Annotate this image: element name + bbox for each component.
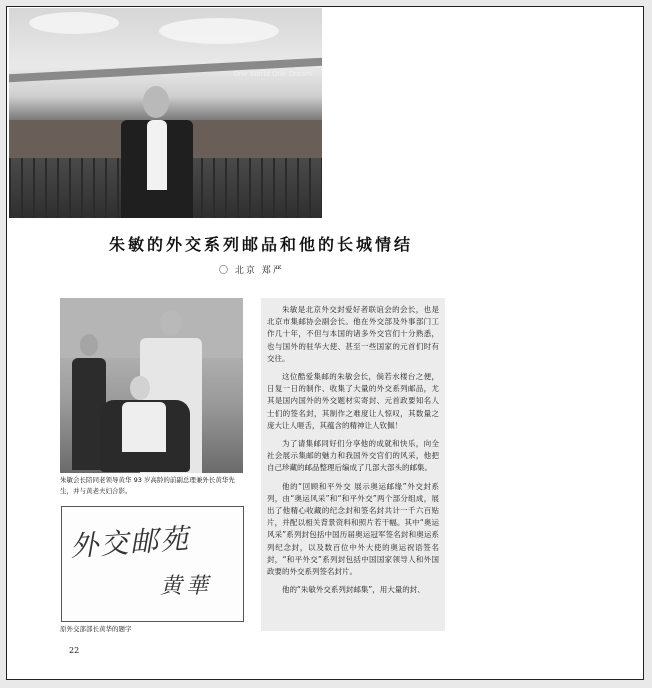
calligraphy-text: 外交邮苑 [69,521,192,564]
olympic-watermark: One World One Dream [233,70,312,78]
page-number: 22 [69,646,80,655]
paragraph: 他的“朱敏外交系列封邮集”，用大量的封、 [282,585,425,595]
group-photo [60,298,243,473]
calligraphy-signature: 黄華 [160,574,213,599]
great-wall-photo [9,8,322,218]
calligraphy-caption: 原外交部部长黄华的题字 [60,625,132,633]
article-title: 朱敏的外交系列邮品和他的长城情结 [108,235,413,254]
cloud-shape [159,18,279,44]
head [80,334,98,356]
calligraphy-inscription [61,506,244,622]
paragraph: 为了请集邮同好们分享他的成就和快乐，向全社会展示集邮的魅力和我国外交官们的风采，他把自己珍藏的邮品整理后编成了几部大部头的邮集。 [267,439,439,473]
paragraph: 朱敏是北京外交封爱好者联谊会的会长，也是北京市集邮协会副会长。他在外交部及外事部门工作几十年，不但与本国的诸多外交官们十分熟悉，也与国外的驻华大使、甚至一些国家的元首们时有交往。 [267,305,439,363]
head [143,86,169,118]
head [130,376,150,400]
article-body [261,298,445,631]
shirt [122,402,166,452]
byline: 〇 北京 郑严 [219,266,284,276]
shirt [147,120,167,190]
paragraph: 他的“回顾和平外交 展示奥运邮缘”外交封系列，由“奥运风采”和“和平外交”两个部分组成，展出了他精心收藏的纪念封和签名封共计一千六百贴片，并配以相关背景资料和照片若干幅。其中“奥运风采”系列封包括中国历届奥运冠军签名封和奥运系列纪念封，以及数百位中外大使的奥运祝语签名封，“和平外交”系列封包括中国国家领导人和外国政要的外交系列签名封片。 [267,481,439,577]
head [160,310,182,336]
magazine-page [6,6,644,680]
photo-caption: 朱敏会长陪同老领导黄华 93 岁高龄的前副总理兼外长黄华先生，并与黄老夫妇合影。 [60,476,235,495]
cloud-shape [29,12,119,34]
paragraph: 这位酷爱集邮的朱敏会长，倘若水楼台之便，日复一日的制作、收集了大量的外交系列邮品，尤其是国内国外的外交题材实寄封、元首政要知名人士们的签名封，其制作之难度让人惊叹，其数量之庞大让人咂舌，其蕴含的精神让人钦佩！ [267,372,439,430]
